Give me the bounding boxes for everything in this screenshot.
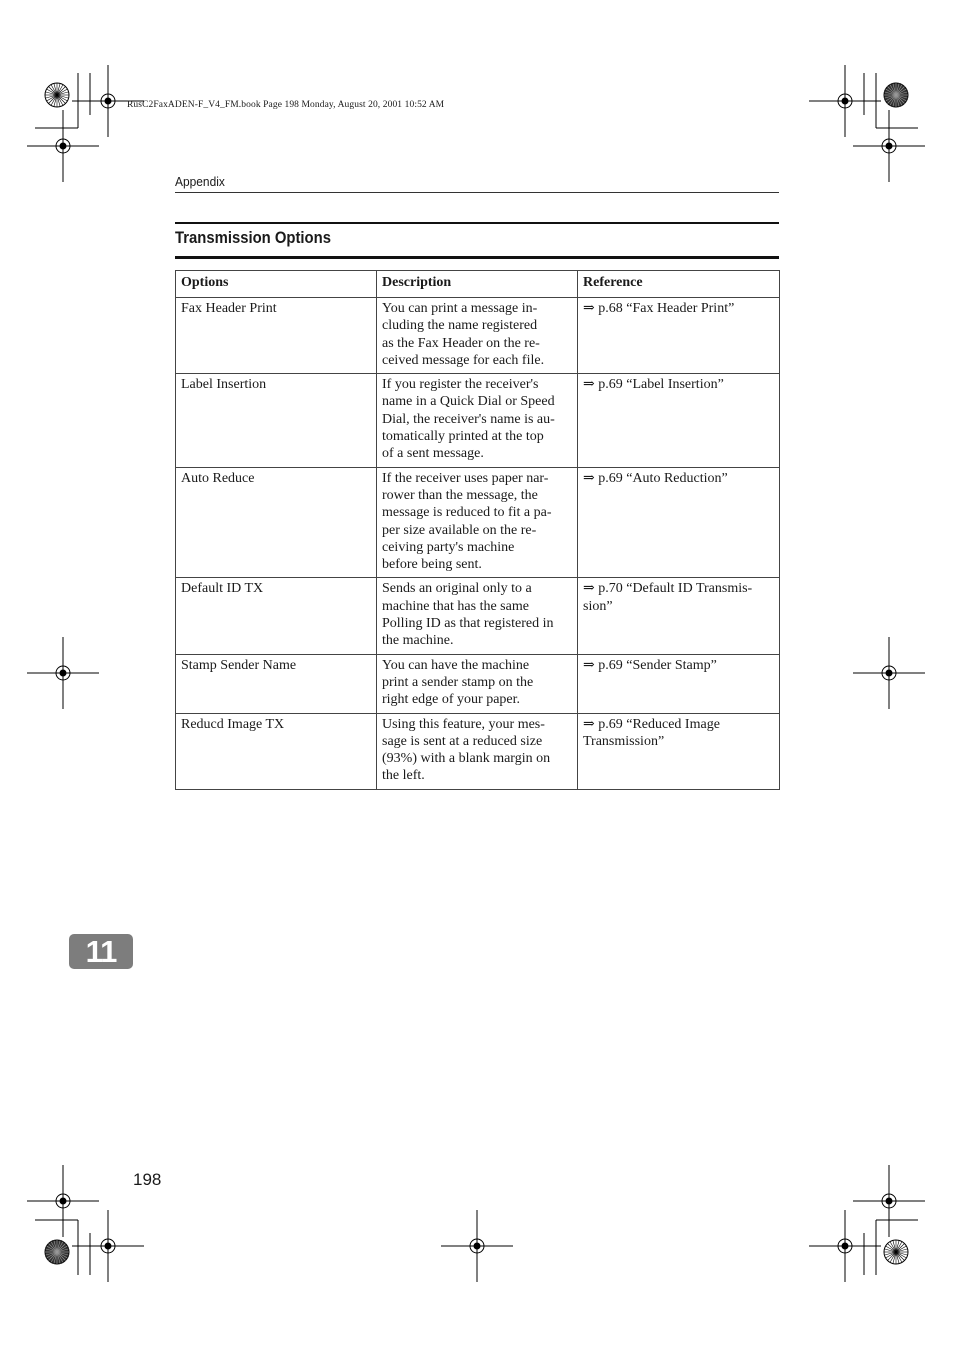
description-cell xyxy=(377,374,578,467)
description-line: print a sender stamp on the xyxy=(382,674,534,690)
description-cell xyxy=(377,298,578,374)
transmission-options-table xyxy=(175,270,780,790)
file-info-line: RusC2FaxADEN-F_V4_FM.book Page 198 Monday, August 20, 2001 10:52 AM xyxy=(127,100,445,110)
description-line: Using this feature, your mes- xyxy=(382,716,545,732)
description-line: Polling ID as that registered in xyxy=(382,616,554,632)
description-line: If you register the receiver's xyxy=(382,377,539,393)
description-cell xyxy=(377,578,578,654)
reference-line: Transmission” xyxy=(583,733,665,749)
description-line: (93%) with a blank margin on xyxy=(382,751,551,767)
reference-line: ⇒ p.70 “Default ID Transmis- xyxy=(583,581,753,597)
description-line: message is reduced to fit a pa- xyxy=(382,505,552,521)
table-header-row xyxy=(176,271,780,298)
section-rule-bottom xyxy=(175,256,779,259)
description-line: of a sent message. xyxy=(382,446,484,462)
reference-cell xyxy=(578,713,780,789)
description-line: rower than the message, the xyxy=(382,487,538,503)
description-line: per size available on the re- xyxy=(382,522,537,538)
description-cell xyxy=(377,467,578,578)
table-row xyxy=(176,713,780,789)
description-line: the machine. xyxy=(382,633,454,649)
target-dot xyxy=(842,98,848,104)
target-dot xyxy=(886,670,892,676)
description-line: name in a Quick Dial or Speed xyxy=(382,394,555,410)
option-cell: Stamp Sender Name xyxy=(176,654,377,713)
header-options: Options xyxy=(176,271,377,298)
target-dot xyxy=(474,1243,480,1249)
description-line: If the receiver uses paper nar- xyxy=(382,470,549,486)
reference-cell xyxy=(578,467,780,578)
reference-line: ⇒ p.69 “Label Insertion” xyxy=(583,377,724,393)
section-rule-top xyxy=(175,222,779,224)
header-rule xyxy=(175,192,779,193)
reference-line: ⇒ p.69 “Reduced Image xyxy=(583,716,720,732)
description-line: tomatically printed at the top xyxy=(382,429,544,445)
reference-line: ⇒ p.69 “Auto Reduction” xyxy=(583,470,728,486)
description-line: ceived message for each file. xyxy=(382,352,545,368)
option-cell: Auto Reduce xyxy=(176,467,377,578)
description-line: Dial, the receiver's name is au- xyxy=(382,411,555,427)
running-header: Appendix xyxy=(175,174,225,189)
option-cell: Default ID TX xyxy=(176,578,377,654)
target-dot xyxy=(60,670,66,676)
table-row xyxy=(176,298,780,374)
table-row xyxy=(176,374,780,467)
description-line: You can print a message in- xyxy=(382,301,538,316)
chapter-tab: 11 xyxy=(69,934,133,969)
table-row xyxy=(176,578,780,654)
header-reference: Reference xyxy=(578,271,780,298)
target-dot xyxy=(105,98,111,104)
target-dot xyxy=(60,143,66,149)
page-number: 198 xyxy=(133,1170,162,1189)
header-description: Description xyxy=(377,271,578,298)
description-line: as the Fax Header on the re- xyxy=(382,335,540,351)
description-line: Sends an original only to a xyxy=(382,581,532,597)
description-line: before being sent. xyxy=(382,557,482,573)
target-dot xyxy=(886,143,892,149)
reference-line: sion” xyxy=(583,598,613,614)
reference-cell xyxy=(578,298,780,374)
target-dot xyxy=(886,1198,892,1204)
table-row xyxy=(176,467,780,578)
option-cell: Label Insertion xyxy=(176,374,377,467)
reference-line: ⇒ p.68 “Fax Header Print” xyxy=(583,301,735,316)
reference-cell xyxy=(578,374,780,467)
target-dot xyxy=(842,1243,848,1249)
description-line: machine that has the same xyxy=(382,598,529,614)
description-line: right edge of your paper. xyxy=(382,692,521,708)
description-cell xyxy=(377,713,578,789)
section-title: Transmission Options xyxy=(175,229,331,247)
reference-line: ⇒ p.69 “Sender Stamp” xyxy=(583,657,717,673)
description-line: cluding the name registered xyxy=(382,318,538,334)
description-line: the left. xyxy=(382,768,425,784)
table-row xyxy=(176,654,780,713)
option-cell: Fax Header Print xyxy=(176,298,377,374)
reference-cell xyxy=(578,654,780,713)
description-line: sage is sent at a reduced size xyxy=(382,733,543,749)
description-line: You can have the machine xyxy=(382,657,530,673)
reference-cell xyxy=(578,578,780,654)
option-cell: Reducd Image TX xyxy=(176,713,377,789)
description-cell xyxy=(377,654,578,713)
target-dot xyxy=(105,1243,111,1249)
target-dot xyxy=(60,1198,66,1204)
description-line: ceiving party's machine xyxy=(382,539,515,555)
